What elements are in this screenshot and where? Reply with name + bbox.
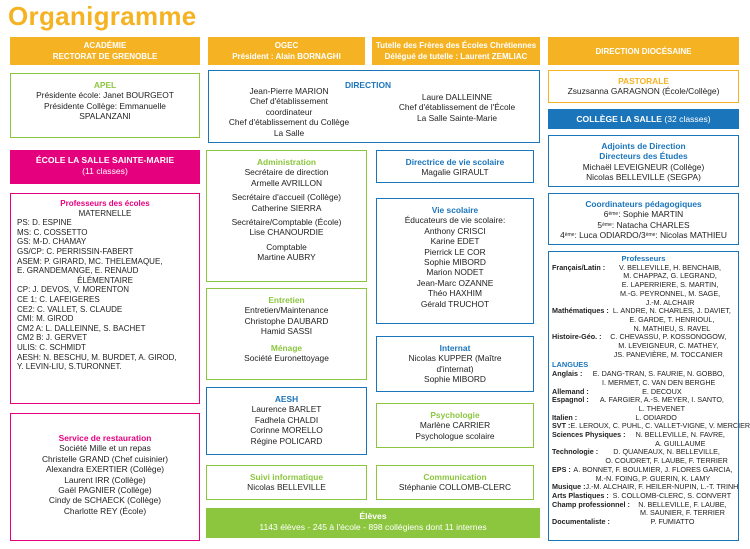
aesh-title: AESH	[274, 394, 299, 404]
teacher-names-line: N. BELLEVILLE, F. LAUBE,	[638, 499, 727, 509]
teacher-names	[598, 448, 735, 465]
direction-left-line: La Salle	[273, 127, 305, 138]
restauration-line: Cindy de SCHAECK (Collège)	[48, 495, 162, 506]
coordinateur-line: 4ème: Luca ODIARDO/3ème: Nicolas MATHIEU	[560, 230, 727, 241]
administration-role: Secrétaire/Comptable (École)	[231, 217, 342, 228]
vie-scolaire-line: Marion NODET	[426, 267, 484, 278]
restauration-line: Laurent IRR (Collège)	[64, 474, 146, 485]
ecole-subtitle: (11 classes)	[82, 166, 128, 176]
subject-label: Arts Plastiques :	[552, 490, 609, 500]
vie-scolaire-line: Théo HAXHIM	[428, 288, 482, 299]
header-ogec-line2: Président : Alain BORNAGHI	[232, 52, 341, 61]
teacher-names	[589, 396, 735, 413]
eleves-line: 1143 élèves - 245 à l'école - 898 collégiens dont 11 internes	[259, 522, 487, 532]
communication-line: Stéphanie COLLOMB-CLERC	[398, 482, 512, 493]
subject-label: Anglais :	[552, 369, 583, 379]
restauration-title: Service de restauration	[58, 433, 152, 443]
langues-title: LANGUES	[552, 360, 589, 370]
restauration-line: Charlotte REY (École)	[63, 505, 147, 516]
aesh-line: Régine POLICARD	[250, 435, 323, 446]
teacher-names-line: I. MERMET, C. VAN DEN BERGHE	[602, 377, 716, 387]
teacher-names	[582, 370, 735, 387]
teacher-names-line: S. COLLOMB-CLERC, S. CONVERT	[612, 490, 732, 500]
teacher-row	[552, 466, 735, 483]
teacher-names	[626, 431, 735, 448]
communication-title: Communication	[423, 472, 487, 482]
teacher-row	[552, 448, 735, 465]
elementaire-line: Y. LEVIN-LIU, S.TURONNET.	[17, 362, 122, 372]
header-academie-line1: ACADÉMIE	[83, 41, 127, 50]
maternelle-label: MATERNELLE	[78, 208, 132, 218]
teacher-names-line: E. DECOUX	[642, 386, 682, 396]
entretien-box	[206, 288, 367, 380]
entretien-line: Christophe DAUBARD	[244, 315, 329, 326]
elementaire-line: AESH: N. BESCHU, M. BURDET, A. GIROD,	[17, 352, 177, 362]
coordinateur-line: 6ème: Sophie MARTIN	[603, 209, 684, 220]
direction-left-line: Chef d'établissement	[250, 96, 328, 107]
administration-role: Secrétaire de direction	[244, 167, 329, 178]
aesh-line: Laurence BARLET	[251, 404, 322, 415]
elementaire-line: CM2 A: L. DALLEINNE, S. BACHET	[17, 323, 146, 333]
elementaire-line: CE2: C. VALLET, S. CLAUDE	[17, 304, 123, 314]
header-tutelle-line2: Délégué de tutelle : Laurent ZEMLIAC	[384, 52, 528, 61]
subject-label: Technologie :	[552, 447, 599, 457]
teacher-names-line: M.-G. PEYRONNEL, M. SAGE,	[619, 288, 721, 298]
administration-name: Lise CHANOURDIE	[249, 227, 324, 238]
apel-box	[10, 73, 200, 138]
adjoints-box	[548, 135, 739, 187]
direction-right	[377, 92, 537, 123]
header-tutelle-line1: Tutelle des Frères des Écoles Chrétiennes	[375, 41, 537, 50]
restauration-line: Gaël PAGNIER (Collège)	[58, 485, 152, 496]
vie-scolaire-box	[376, 198, 534, 324]
psychologie-title: Psychologie	[430, 410, 480, 420]
teacher-row	[552, 333, 735, 359]
vie-scolaire-title: Vie scolaire	[431, 205, 479, 215]
restauration-line: Christelle GRAND (Chef cuisinier)	[41, 453, 169, 464]
college-bar	[548, 109, 739, 129]
teacher-row	[552, 518, 735, 527]
langues-rows	[552, 369, 750, 527]
administration-role: Secrétaire d'accueil (Collège)	[231, 192, 342, 203]
teacher-names	[605, 264, 735, 308]
teacher-names-line: L. ODIARDO	[635, 412, 677, 422]
teacher-names	[609, 307, 735, 333]
teacher-names-line: C. CHEVASSU, P. KOSSONOGOW,	[610, 332, 727, 342]
subject-label: SVT :	[552, 421, 571, 431]
header-academie-line2: RECTORAT DE GRENOBLE	[52, 52, 158, 61]
college-subtitle: (32 classes)	[664, 114, 711, 124]
teacher-names-line: JS. PANEVIÈRE, M. TOCCANIER	[613, 349, 723, 359]
pastorale-box	[548, 70, 739, 103]
maternelle-line: E. GRANDEMANGE, E. RENAUD	[17, 266, 139, 276]
vie-scolaire-line: Éducateurs de vie scolaire:	[404, 215, 506, 226]
elementaire-line: ULIS: C. SCHMIDT	[17, 342, 86, 352]
teacher-names	[571, 466, 735, 483]
entretien-title: Entretien	[268, 295, 305, 305]
eleves-bar	[206, 508, 540, 538]
header-direction-diocesaine	[548, 37, 739, 65]
teacher-names-line: L. ANDRE, N. CHARLES, J. DAVIET,	[612, 306, 731, 316]
administration-name: Martine AUBRY	[257, 252, 316, 263]
teacher-names-line: N. MATHIEU, S. RAVEL	[633, 323, 711, 333]
coordinateurs-title: Coordinateurs pédagogiques	[585, 199, 702, 209]
teacher-names-line: J.-M. ALCHAIR	[645, 297, 695, 307]
direction-right-line: La Salle Sainte-Marie	[416, 112, 498, 123]
teacher-names-line: V. BELLEVILLE, H. BENCHAIB,	[619, 262, 722, 272]
adjoints-line: Michaël LEVEIGNEUR (Collège)	[582, 161, 705, 172]
subject-label: Italien :	[552, 412, 578, 422]
entretien-line: Hamid SASSI	[260, 326, 313, 337]
teacher-names-line: A. GUILLAUME	[655, 438, 706, 448]
administration-box	[206, 150, 367, 282]
teacher-row	[552, 370, 735, 387]
subject-label: Espagnol :	[552, 395, 589, 405]
teacher-row	[552, 307, 735, 333]
suivi-title: Suivi informatique	[249, 472, 324, 482]
vie-scolaire-line: Jean-Marc OZANNE	[416, 277, 494, 288]
direction-left-line: Jean-Pierre MARION	[249, 86, 329, 96]
teacher-names-line: M. CHAPPAZ, G. LEGRAND,	[623, 271, 717, 281]
adjoints-subtitle: Directeurs des Études	[599, 151, 688, 162]
subject-label: Mathématiques :	[552, 306, 609, 316]
teacher-names-line: M. SAUNIER, F. TERRIER	[639, 508, 725, 518]
direction-left	[209, 86, 369, 138]
teacher-names-line: O. COUDRET, F. LAUBE, F. TERRIER	[605, 456, 728, 466]
header-ogec	[208, 37, 365, 65]
vie-scolaire-line: Anthony CRISCI	[424, 225, 486, 236]
adjoints-line: Nicolas BELLEVILLE (SEGPA)	[586, 172, 701, 183]
internat-line: Sophie MIBORD	[424, 374, 486, 385]
header-ogec-line1: OGEC	[274, 41, 299, 50]
aesh-box	[206, 387, 367, 455]
restauration-box	[10, 413, 200, 541]
maternelle-line: GS/CP: C. PERRISSIN-FABERT	[17, 246, 134, 256]
teacher-row	[552, 264, 735, 308]
directrice-vie-scolaire-box	[376, 150, 534, 183]
administration-name: Catherine SIERRA	[251, 202, 322, 213]
teacher-names-line: E. DANG-TRAN, S. FAURIE, N. GOBBO,	[592, 369, 725, 379]
menage-title: Ménage	[270, 342, 303, 353]
professeurs-box	[548, 251, 750, 541]
elementaire-line: CMI: M. GIROD	[17, 314, 74, 324]
coordinateurs-box	[548, 193, 739, 245]
entretien-line: Entretien/Maintenance	[244, 305, 329, 316]
psychologie-line: Marlène CARRIER	[419, 420, 491, 431]
professeurs-title: Professeurs	[621, 254, 666, 263]
maternelle-line: GS: M-D. CHAMAY	[17, 237, 87, 247]
elementaire-label: ÉLÉMENTAIRE	[77, 275, 133, 285]
vie-scolaire-line: Sophie MIBORD	[424, 257, 486, 268]
professeurs-rows	[552, 264, 735, 360]
internat-box	[376, 336, 534, 392]
teacher-names-line: P. FUMIATTO	[650, 517, 695, 527]
teacher-names-line: D. QUANEAUX, N. BELLEVILLE,	[613, 447, 720, 457]
communication-box	[376, 465, 534, 500]
subject-label: Français/Latin :	[552, 262, 606, 272]
direction-left-line: coordinateur	[265, 106, 313, 117]
restauration-line: Société Mille et un repas	[59, 443, 151, 454]
subject-label: Documentaliste :	[552, 517, 610, 527]
college-title: COLLÈGE LA SALLE	[576, 114, 662, 124]
subject-label: EPS :	[552, 464, 571, 474]
administration-name: Armelle AVRILLON	[250, 177, 323, 188]
direction-right-line: Laure DALLEINNE	[421, 92, 493, 102]
menage-line: Société Euronettoyage	[244, 353, 329, 364]
direction-left-line: Chef d'établissement du Collège	[228, 117, 350, 128]
adjoints-title: Adjoints de Direction	[601, 141, 686, 151]
restauration-line: Alexandra EXERTIER (Collège)	[45, 464, 165, 475]
subject-label: Champ professionnel :	[552, 499, 630, 509]
teacher-names	[610, 518, 735, 527]
teacher-names-line: N. BELLEVILLE, N. FAVRE,	[635, 430, 725, 440]
teacher-names-line: M.-N. FOING, P. GUERIN, K. LAMY	[595, 473, 711, 483]
professeurs-ecoles-box	[10, 193, 200, 404]
elementaire-line: CM2 B: J. GERVET	[17, 333, 88, 343]
teacher-names-line: E. LAPERRIERE, S. MARTIN,	[621, 280, 719, 290]
apel-line: SPALANZANI	[79, 111, 131, 122]
elementaire-line: CE 1: C. LAFEIGERES	[17, 294, 100, 304]
pastorale-title: PASTORALE	[618, 76, 669, 86]
ecole-bar	[10, 150, 200, 184]
teacher-row	[552, 396, 735, 413]
maternelle-line: ASEM: P. GIRARD, MC. THELEMAQUE,	[17, 256, 163, 266]
header-academie	[10, 37, 200, 65]
apel-line: Présidente Collège: Emmanuelle	[44, 100, 166, 111]
psychologie-line: Psychologue scolaire	[415, 430, 495, 441]
vie-scolaire-line: Karine EDET	[430, 236, 480, 247]
subject-label: Sciences Physiques :	[552, 430, 626, 440]
teacher-names	[602, 333, 735, 359]
suivi-line: Nicolas BELLEVILLE	[247, 482, 326, 493]
teacher-names-line: E. LEROUX, C. PUHL, C. VALLET-VIGNE, V. MERCIER	[570, 421, 750, 431]
teacher-names-line: A. BONNET, F. BOULMIER, J. FLORES GARCIA,	[573, 464, 733, 474]
subject-label: Allemand :	[552, 386, 589, 396]
eleves-title: Élèves	[359, 511, 387, 521]
teacher-names-line: A. FARGIER, A.-S. MEYER, I. SANTO,	[599, 395, 724, 405]
internat-line: d'internat)	[436, 363, 474, 374]
apel-line: Présidente école: Janet BOURGEOT	[36, 90, 174, 101]
vie-scolaire-line: Pierrick LE COR	[424, 246, 486, 257]
aesh-line: Fadhela CHALDI	[254, 414, 319, 425]
subject-label: Histoire-Géo. :	[552, 332, 602, 342]
teacher-row	[552, 431, 735, 448]
direction-box	[208, 70, 540, 143]
suivi-box	[206, 465, 367, 500]
direction-right-line: Chef d'établissement de l'École	[398, 102, 516, 113]
teacher-names-line: E. GARDE, T. HENRIOUL,	[629, 314, 715, 324]
administration-title: Administration	[256, 157, 317, 167]
directrice-vie-scolaire-title: Directrice de vie scolaire	[405, 157, 505, 167]
ecole-title: ÉCOLE LA SALLE SAINTE-MARIE	[35, 155, 175, 165]
page-title: Organigramme	[8, 1, 197, 31]
internat-line: Nicolas KUPPER (Maître	[408, 353, 502, 364]
administration-role: Comptable	[266, 241, 307, 252]
header-direction-diocesaine-label: DIRECTION DIOCÉSAINE	[595, 46, 692, 56]
internat-title: Internat	[439, 343, 471, 353]
elementaire-line: CP: J. DEVOS, V. MORENTON	[17, 285, 130, 295]
subject-label: Musique :	[552, 482, 586, 492]
teacher-row	[552, 501, 735, 518]
maternelle-line: PS: D. ESPINE	[17, 218, 72, 228]
coordinateur-line: 5ème: Natacha CHARLES	[597, 219, 690, 230]
direction-title: DIRECTION	[345, 80, 392, 90]
aesh-line: Corinne MORELLO	[250, 425, 323, 436]
vie-scolaire-line: Gérald TRUCHOT	[420, 298, 490, 309]
maternelle-line: MS: C. COSSETTO	[17, 227, 88, 237]
apel-title: APEL	[93, 80, 117, 90]
pastorale-line: Zsuzsanna GARAGNON (École/Collège)	[567, 86, 720, 97]
teacher-names-line: J.-M. ALCHAIR, F. HEILER-NUPIN, L.-T. TRINH	[585, 482, 739, 492]
header-tutelle	[372, 37, 540, 65]
teacher-names	[630, 501, 735, 518]
psychologie-box	[376, 403, 534, 448]
teacher-names-line: L. THEVENET	[638, 403, 685, 413]
teacher-names-line: M. LEVEIGNEUR, C. MATHEY,	[618, 341, 719, 351]
directrice-vie-scolaire-line: Magalie GIRAULT	[421, 167, 489, 178]
professeurs-ecoles-title: Professeurs des écoles	[60, 199, 150, 208]
